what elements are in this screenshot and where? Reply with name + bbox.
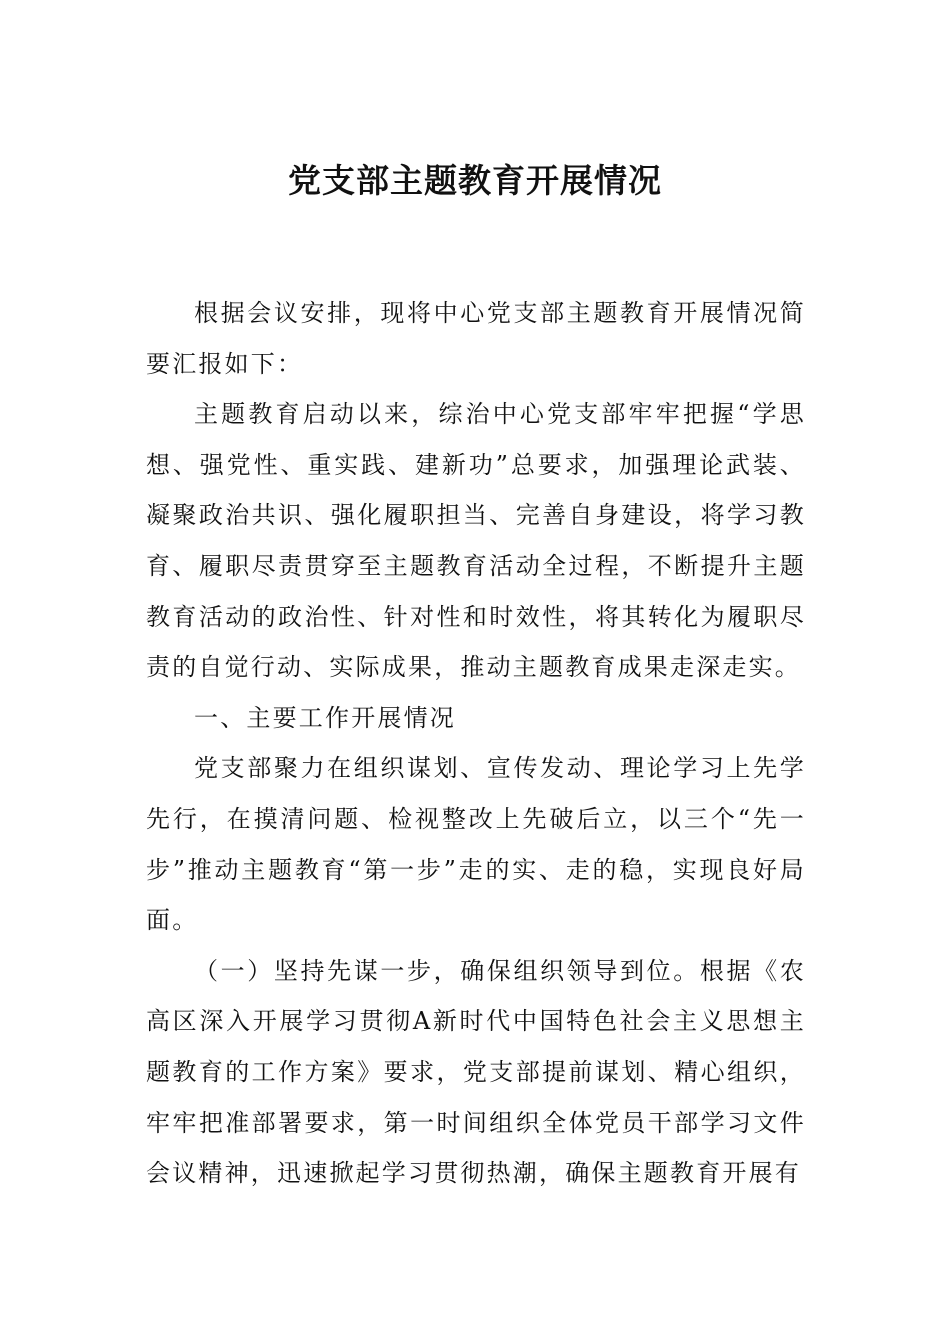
paragraph-overview: 主题教育启动以来，综治中心党支部牢牢把握“学思想、强党性、重实践、建新功”总要求，加强理论武装、凝聚政治共识、强化履职担当、完善自身建设，将学习教育、履职尽责贯穿至主题教育活动全过程，不断提升主题教育活动的政治性、针对性和时效性，将其转化为履职尽责的自觉行动、实际成果，推动主题教育成果走深走实。 [146, 400, 806, 682]
section-heading-1: 一、主要工作开展情况 [194, 703, 456, 732]
document-body [146, 288, 806, 1199]
document-title: 党支部主题教育开展情况 [288, 161, 662, 200]
paragraph-section-1: 党支部聚力在组织谋划、宣传发动、理论学习上先学先行，在摸清问题、检视整改上先破后立，以三个“先一步”推动主题教育“第一步”走的实、走的稳，实现良好局面。 [146, 754, 806, 935]
paragraph-subsection-1: （一）坚持先谋一步，确保组织领导到位。根据《农高区深入开展学习贯彻A新时代中国特色社会主义思想主题教育的工作方案》要求，党支部提前谋划、精心组织，牢牢把准部署要求，第一时间组织全体党员干部学习文件会议精神，迅速掀起学习贯彻热潮，确保主题教育开展有 [146, 956, 806, 1188]
paragraph-intro: 根据会议安排，现将中心党支部主题教育开展情况简要汇报如下： [146, 299, 806, 378]
